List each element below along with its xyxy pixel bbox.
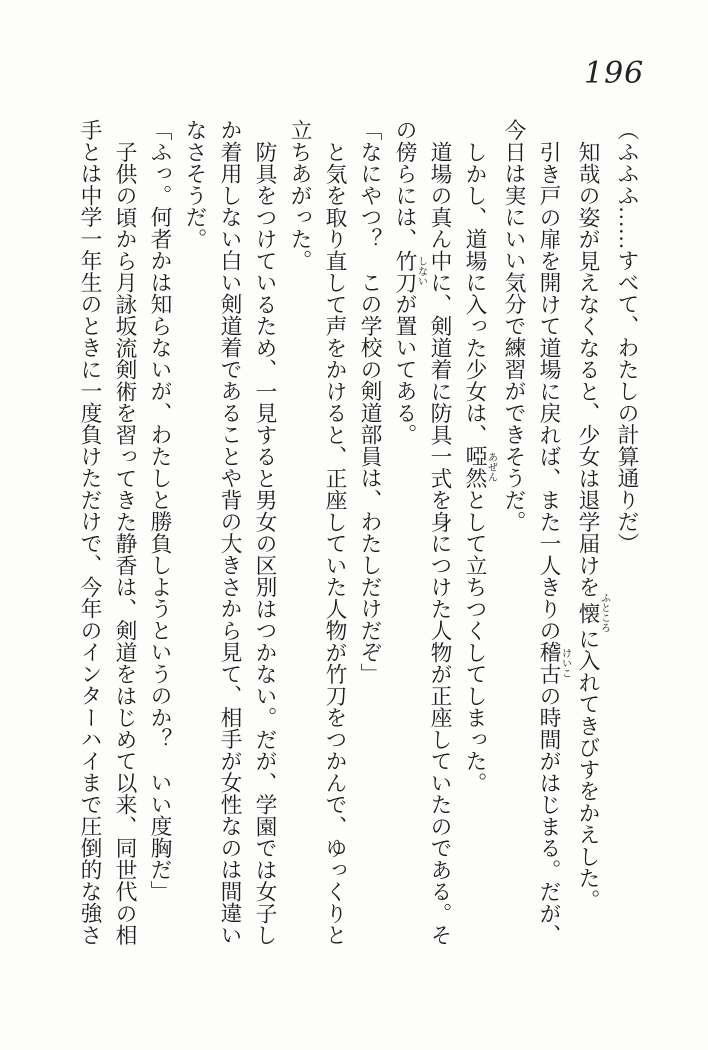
furigana-reading: ふところ bbox=[598, 592, 610, 633]
paragraph: 「ふっ。何者かは知らないが、わたしと勝負しようというのか？ いい度胸だ」 bbox=[148, 119, 172, 902]
furigana-reading: けいこ bbox=[559, 641, 571, 685]
paragraph: 知哉の姿が見えなくなると、少女は退学届けを懐ふところに入れてきびすをかえした。 bbox=[576, 140, 610, 911]
paragraph: 子供の頃から月詠坂流剣術を習ってきた静香は、剣道をはじめて以来、同世代の相手とは中学一年生のときに一度負けただけで、今年のインターハイまで圧倒的な強さ bbox=[78, 119, 137, 946]
paragraph: 「なにやつ？ この学校の剣道部員は、わたしだけだぞ」 bbox=[358, 119, 382, 685]
page-number: 196 bbox=[584, 56, 645, 91]
paragraph: しかし、道場に入った少女は、啞然あぜんとして立ちつくしてしまった。 bbox=[463, 140, 497, 794]
furigana-ruby: 啞然あぜん bbox=[463, 445, 497, 489]
furigana-ruby: 稽古けいこ bbox=[537, 641, 571, 685]
furigana-ruby: 懐ふところ bbox=[576, 592, 610, 633]
paragraph: 道場の真ん中に、剣道着に防具一式を身につけた人物が正座していたのである。その傍らには、竹刀しないが置いてある。 bbox=[393, 119, 452, 946]
furigana-ruby: 竹刀しない bbox=[393, 249, 427, 293]
paragraph: 引き戸の扉を開けて道場に戻れば、また一人きりの稽古けいこの時間がはじまる。だが、今日は実にいい気分で練習ができそうだ。 bbox=[502, 119, 571, 946]
paragraph: （ふふふ……すべて、わたしの計算通りだ） bbox=[615, 119, 639, 554]
paragraph: と気を取り直して声をかけると、正座していた人物が竹刀をつかんで、ゆっくりと立ちあがった。 bbox=[288, 119, 347, 946]
furigana-reading: しない bbox=[415, 249, 427, 293]
vertical-text-block bbox=[62, 119, 644, 952]
furigana-reading: あぜん bbox=[485, 445, 497, 489]
paragraph: 防具をつけているため、一見すると男女の区別はつかない。だが、学園では女子しか着用しない白い剣道着であることや背の大きさから見て、相手が女性なのは間違いなさそうだ。 bbox=[183, 119, 277, 946]
